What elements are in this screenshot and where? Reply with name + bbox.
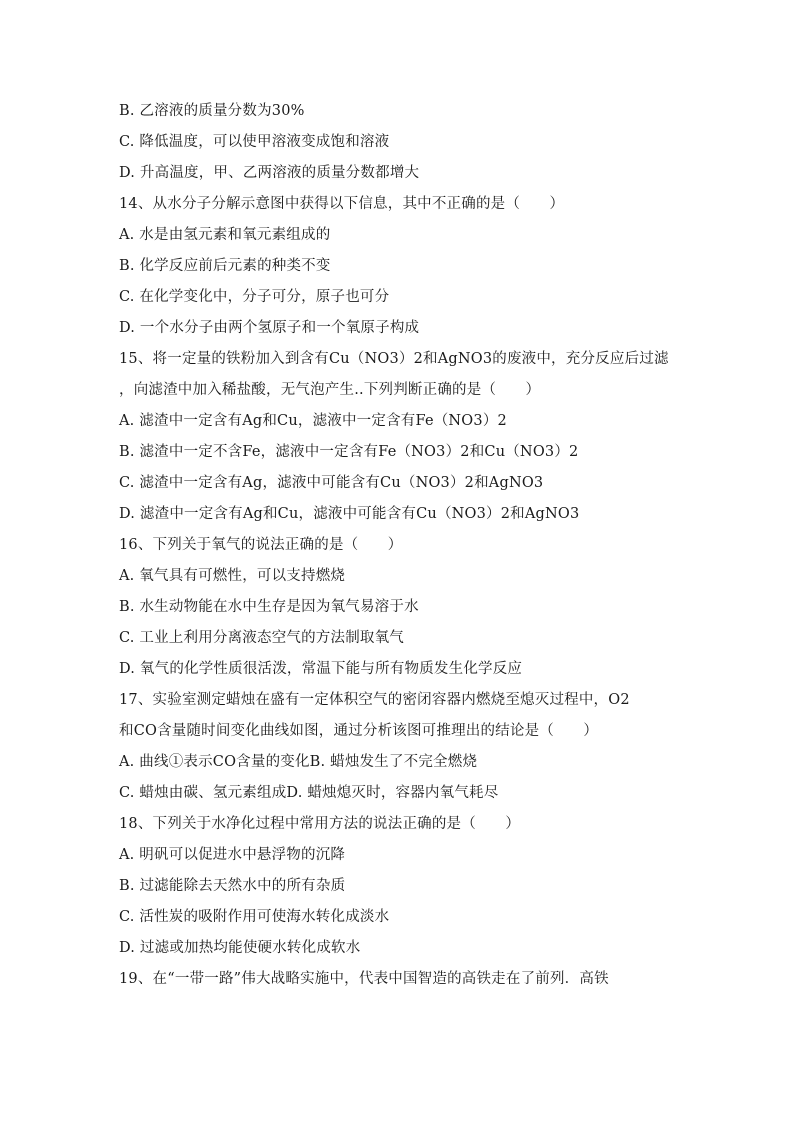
text-line: A. 水是由氢元素和氧元素组成的 bbox=[119, 227, 331, 243]
text-line: B. 水生动物能在水中生存是因为氧气易溶于水 bbox=[119, 599, 419, 615]
text-line: ，向滤渣中加入稀盐酸，无气泡产生..下列判断正确的是（ ） bbox=[119, 382, 541, 398]
text-line: C. 在化学变化中，分子可分，原子也可分 bbox=[119, 289, 390, 305]
question-16-stem: 16、下列关于氧气的说法正确的是（ ） bbox=[119, 537, 403, 553]
text-line: A. 明矾可以促进水中悬浮物的沉降 bbox=[119, 847, 346, 863]
text-line: D. 氧气的化学性质很活泼，常温下能与所有物质发生化学反应 bbox=[119, 661, 523, 677]
question-14-stem: 14、从水分子分解示意图中获得以下信息，其中不正确的是（ ） bbox=[119, 196, 565, 212]
question-18-stem: 18、下列关于水净化过程中常用方法的说法正确的是（ ） bbox=[119, 816, 521, 832]
text-line: 和CO含量随时间变化曲线如图，通过分析该图可推理出的结论是（ ） bbox=[119, 723, 599, 739]
question-15-stem: 15、将一定量的铁粉加入到含有Cu（NO3）2和AgNO3的废液中，充分反应后过滤 bbox=[119, 351, 669, 367]
text-line: B. 化学反应前后元素的种类不变 bbox=[119, 258, 331, 274]
text-line: C. 降低温度，可以使甲溶液变成饱和溶液 bbox=[119, 134, 390, 150]
text-line: B. 滤渣中一定不含Fe，滤液中一定含有Fe（NO3）2和Cu（NO3）2 bbox=[119, 444, 579, 460]
text-line: C. 工业上利用分离液态空气的方法制取氧气 bbox=[119, 630, 404, 646]
text-line: C. 滤渣中一定含有Ag，滤液中可能含有Cu（NO3）2和AgNO3 bbox=[119, 475, 544, 491]
text-line: D. 升高温度，甲、乙两溶液的质量分数都增大 bbox=[119, 165, 420, 181]
text-line: A. 氧气具有可燃性，可以支持燃烧 bbox=[119, 568, 346, 584]
text-line: B. 过滤能除去天然水中的所有杂质 bbox=[119, 878, 346, 894]
text-line: A. 曲线①表示CO含量的变化B. 蜡烛发生了不完全燃烧 bbox=[119, 754, 478, 770]
text-line: B. 乙溶液的质量分数为30% bbox=[119, 103, 305, 119]
text-line: D. 过滤或加热均能使硬水转化成软水 bbox=[119, 940, 361, 956]
text-line: D. 一个水分子由两个氢原子和一个氧原子构成 bbox=[119, 320, 420, 336]
question-19-stem: 19、在“一带一路”伟大战略实施中，代表中国智造的高铁走在了前列．高铁 bbox=[119, 971, 609, 987]
text-line: D. 滤渣中一定含有Ag和Cu，滤液中可能含有Cu（NO3）2和AgNO3 bbox=[119, 506, 580, 522]
text-line: C. 活性炭的吸附作用可使海水转化成淡水 bbox=[119, 909, 390, 925]
text-line: A. 滤渣中一定含有Ag和Cu，滤液中一定含有Fe（NO3）2 bbox=[119, 413, 507, 429]
text-line: C. 蜡烛由碳、氢元素组成D. 蜡烛熄灭时，容器内氧气耗尽 bbox=[119, 785, 499, 801]
document-page bbox=[119, 96, 679, 995]
question-17-stem: 17、实验室测定蜡烛在盛有一定体积空气的密闭容器内燃烧至熄灭过程中，O2 bbox=[119, 692, 630, 708]
